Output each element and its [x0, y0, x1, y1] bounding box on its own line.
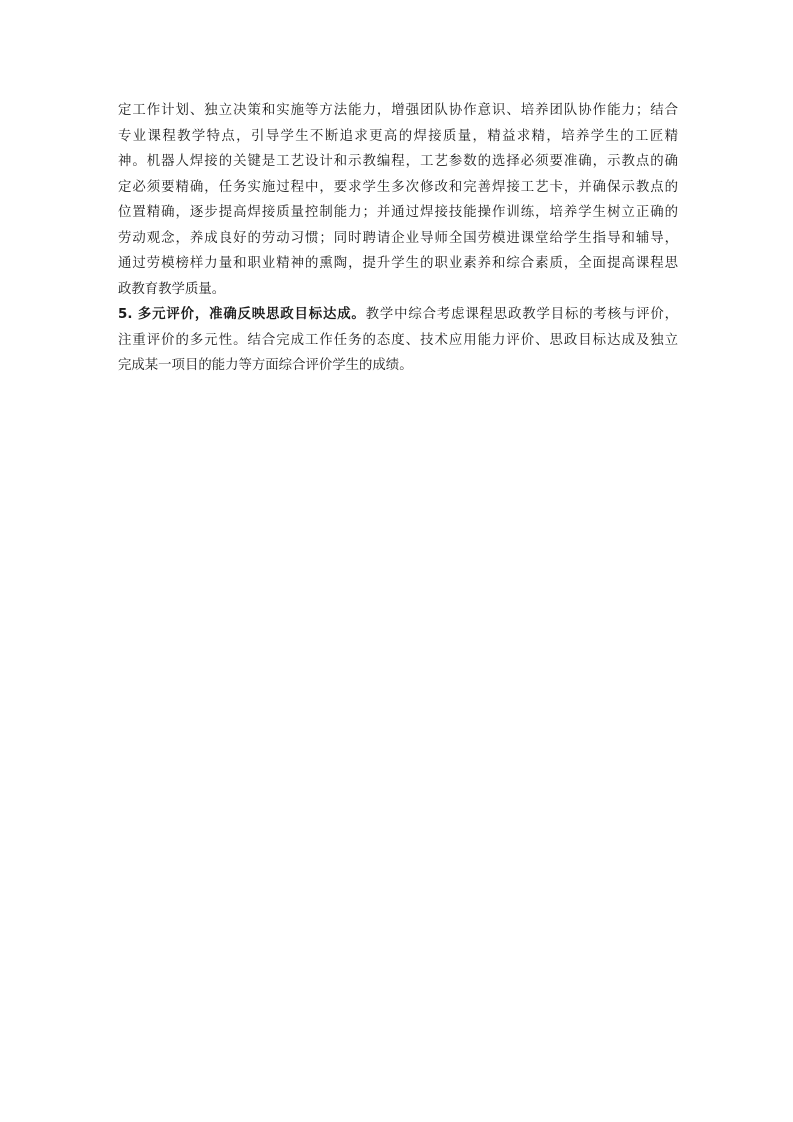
paragraph-evaluation: [118, 302, 678, 379]
paragraph-text: 教学中综合考虑课程思政教学目标的考核与评价，: [365, 307, 678, 322]
paragraph-line: 专业课程教学特点，引导学生不断追求更高的焊接质量，精益求精，培养学生的工匠精: [118, 128, 678, 144]
paragraph-line: 完成某一项目的能力等方面综合评价学生的成绩。: [118, 358, 413, 373]
paragraph-line: 定必须要精确，任务实施过程中，要求学生多次修改和完善焊接工艺卡，并确保示教点的: [118, 179, 678, 195]
paragraph-line: 神。机器人焊接的关键是工艺设计和示教编程，工艺参数的选择必须要准确，示教点的确: [118, 154, 678, 169]
paragraph-line: 定工作计划、独立决策和实施等方法能力，增强团队协作意识、培养团队协作能力；结合: [118, 103, 678, 118]
paragraph-line: 劳动观念，养成良好的劳动习惯；同时聘请企业导师全国劳模进课堂给学生指导和辅导，: [118, 230, 678, 246]
paragraph-teaching-approach: [118, 98, 678, 302]
paragraph-line-with-heading: [118, 302, 678, 328]
paragraph-line: 政教育教学质量。: [118, 281, 226, 297]
paragraph-line: 注重评价的多元性。结合完成工作任务的态度、技术应用能力评价、思政目标达成及独立: [118, 332, 678, 348]
document-body: [118, 98, 678, 379]
section-heading: 5. 多元评价，准确反映思政目标达成。: [118, 307, 366, 322]
paragraph-line: 通过劳模榜样力量和职业精神的熏陶，提升学生的职业素养和综合素质，全面提高课程思: [118, 256, 678, 271]
paragraph-line: 位置精确，逐步提高焊接质量控制能力；并通过焊接技能操作训练，培养学生树立正确的: [118, 205, 678, 220]
